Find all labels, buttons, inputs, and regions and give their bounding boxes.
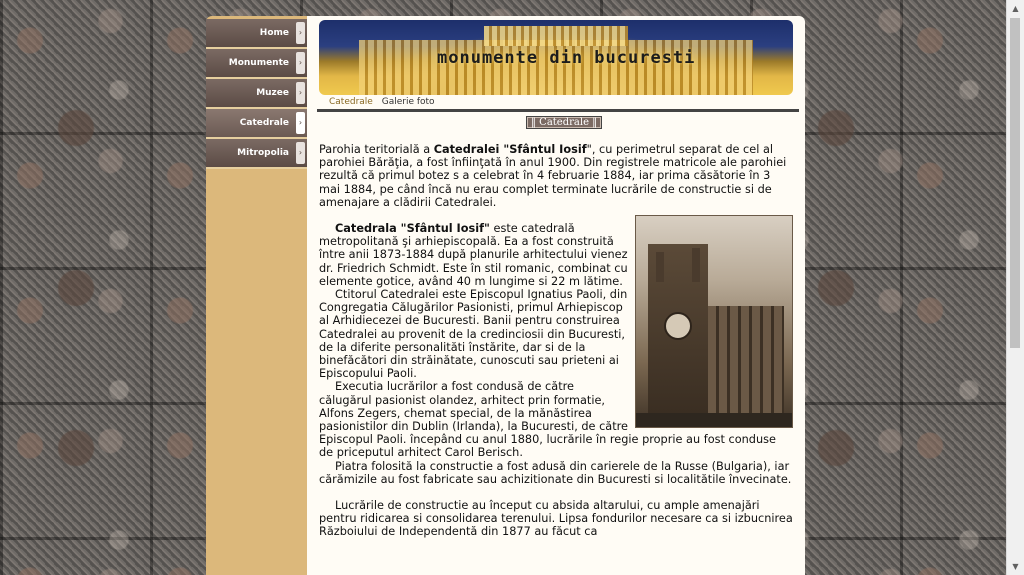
tab-galerie-foto[interactable]: Galerie foto — [381, 97, 435, 107]
text: Ctitorul Catedralei este Episcopul Ignatius Paoli, din Congregatia Călugărilor Pasionisti, primul Arhiepiscop al Arhidiecezei de Bucuresti. Banii pentru construirea Catedralei au provenit de la credinciosii din Bucuresti, de la diferite personalităti înstărite, dar si de la binefăcători din străinătate, cunoscuti sau prieteni ai Episcopului Paoli. — [319, 288, 628, 381]
nav-label: Home — [259, 28, 289, 38]
nav-label: Monumente — [228, 58, 289, 68]
text: Executia lucrărilor a fost condusă de către călugărul pasionist olandez, arhitect prin formatie, Alfons Zegers, chemat special, de la mănăstirea pasionistilor din Dublin (Irlanda), la Bucuresti, de către Episcopul Paoli. începând cu anul 1880, lucrările în regie proprie au fost conduse de priceputul arhitect Carol Berisch. — [319, 380, 776, 460]
chevron-right-icon: › — [296, 52, 305, 74]
scroll-down-icon[interactable]: ▼ — [1012, 562, 1019, 571]
chevron-right-icon: › — [296, 112, 305, 134]
nav-item-catedrale[interactable] — [206, 109, 307, 139]
chevron-right-icon: › — [296, 22, 305, 44]
nav-label: Catedrale — [239, 118, 289, 128]
cathedral-photo — [635, 215, 793, 428]
section-title: ‖ Catedrale ‖ — [526, 116, 602, 129]
nav-label: Muzee — [256, 88, 289, 98]
nav-item-muzee[interactable] — [206, 79, 307, 109]
nav-label: Mitropolia — [237, 148, 289, 158]
sidebar — [206, 16, 307, 575]
scroll-thumb[interactable] — [1010, 18, 1020, 348]
tower — [692, 248, 700, 282]
church-nave — [708, 306, 784, 414]
chevron-right-icon: › — [296, 142, 305, 164]
text: Parohia teritorială a — [319, 143, 434, 156]
street — [636, 413, 792, 427]
text: este catedrală metropolitană şi arhiepiscopală. Ea a fost construită între anii 1873-1884 după planurile arhitectului vienez dr. Friedrich Schmidt. Este în stil romanic, combinat cu elemente gotice, având 40 m lungime si 22 m lătime. — [319, 222, 628, 288]
nav-item-mitropolia[interactable] — [206, 139, 307, 169]
tab-catedrale[interactable]: Catedrale — [329, 97, 373, 107]
article-paragraph — [319, 460, 793, 486]
site-title: monumente din bucuresti — [437, 48, 696, 68]
chevron-right-icon: › — [296, 82, 305, 104]
bold-text: Catedrala "Sfântul Iosif" — [335, 222, 490, 236]
bold-text: Catedralei "Sfântul Iosif — [433, 143, 587, 156]
main-content — [307, 16, 805, 575]
sub-nav — [329, 97, 441, 107]
church-facade — [648, 244, 708, 414]
article-body — [319, 143, 793, 539]
tab-divider — [317, 109, 799, 112]
palace-top-image — [484, 26, 628, 46]
tower — [656, 252, 664, 282]
article-paragraph — [319, 499, 793, 539]
text: Piatra folosită la constructie a fost adusă din carierele de la Russe (Bulgaria), iar cărămizile au fost fabricate sau achizitionate din Bucuresti si localitătile învecinate. — [319, 459, 792, 486]
scroll-up-icon[interactable]: ▲ — [1012, 4, 1019, 13]
page-scrollbar[interactable] — [1006, 0, 1024, 575]
text: Lucrările de constructie au început cu absida altarului, cu ample amenajări pentru ridicarea si consolidarea terenului. Lipsa fondurilor necesare ca si izbucnirea Războiului de Independentă din 1877 au făcut ca — [319, 499, 793, 539]
rose-window — [664, 312, 692, 340]
article-paragraph — [319, 143, 793, 209]
header-banner — [319, 20, 793, 95]
nav-item-home[interactable] — [206, 19, 307, 49]
nav-item-monumente[interactable] — [206, 49, 307, 79]
text: ", cu perimetrul separat de cel al parohiei Bărăţia, a fost înfiinţată în anul 1900. Din registrele matricole ale parohiei rezultă că primul botez s a celebrat în 4 februarie 1884, iar prima căsătorie în 3 mai 1884, pe când încă nu erau complet terminate lucrările de constructie si de amenajare a clădirii Catedralei. — [319, 143, 787, 209]
